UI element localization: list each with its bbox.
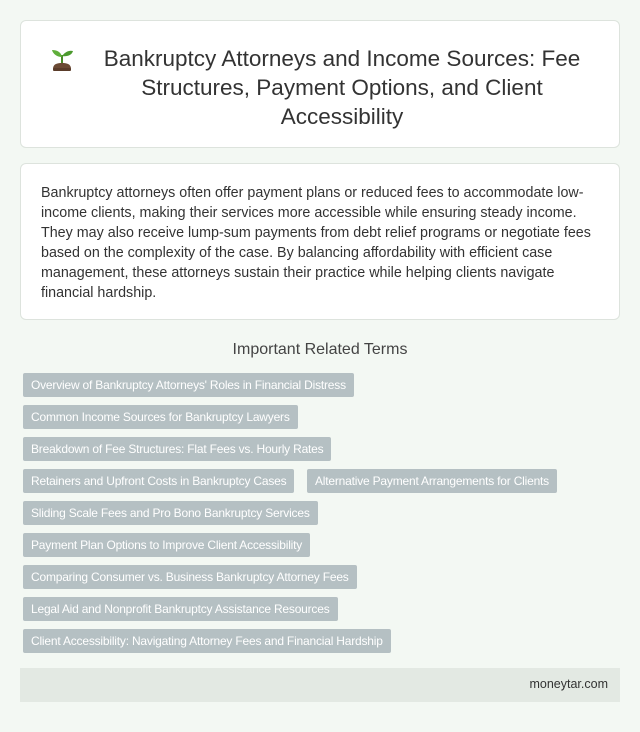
related-terms-heading: Important Related Terms [232, 341, 408, 358]
title-card [20, 20, 620, 148]
page-title: Bankruptcy Attorneys and Income Sources: Fee Structures, Payment Options, and Client Accessibility [103, 46, 581, 129]
footer-site-link[interactable]: moneytar.com [529, 677, 608, 691]
summary-card [20, 163, 620, 320]
related-term-tag[interactable]: Overview of Bankruptcy Attorneys' Roles in Financial Distress [23, 373, 354, 397]
related-term-tag[interactable]: Retainers and Upfront Costs in Bankruptcy Cases [23, 469, 294, 493]
related-term-tag[interactable]: Common Income Sources for Bankruptcy Lawyers [23, 405, 298, 429]
related-term-tag[interactable]: Payment Plan Options to Improve Client Accessibility [23, 533, 310, 557]
seedling-icon [49, 47, 75, 77]
footer [20, 668, 620, 702]
related-term-tag[interactable]: Alternative Payment Arrangements for Clients [307, 469, 557, 493]
related-term-tag[interactable]: Breakdown of Fee Structures: Flat Fees vs. Hourly Rates [23, 437, 331, 461]
summary-paragraph: Bankruptcy attorneys often offer payment plans or reduced fees to accommodate low-income clients, making their services more accessible while ensuring steady income. They may also receive lump-sum payments from debt relief programs or negotiate fees based on the complexity of the case. By balancing affordability with efficient case management, these attorneys sustain their practice while helping clients navigate financial hardship. [41, 185, 591, 301]
related-term-tag[interactable]: Client Accessibility: Navigating Attorney Fees and Financial Hardship [23, 629, 391, 653]
related-term-tag[interactable]: Sliding Scale Fees and Pro Bono Bankruptcy Services [23, 501, 318, 525]
related-term-tag[interactable]: Comparing Consumer vs. Business Bankruptcy Attorney Fees [23, 565, 357, 589]
related-term-tag[interactable]: Legal Aid and Nonprofit Bankruptcy Assistance Resources [23, 597, 338, 621]
